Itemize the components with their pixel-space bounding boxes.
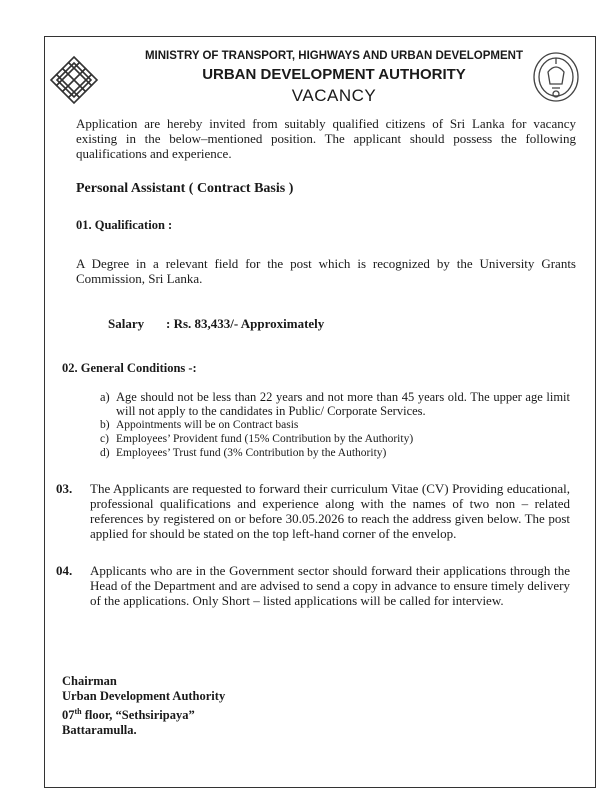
signature-title: Chairman [62, 674, 117, 688]
section-3-number: 03. [56, 481, 73, 496]
intro-paragraph: Application are hereby invited from suitably qualified citizens of Sri Lanka for vacancy existing in the below–mentioned position. The applicant should possess the following qualifications and experience. [76, 116, 576, 161]
section-4-number: 04. [56, 563, 73, 578]
ministry-name: MINISTRY OF TRANSPORT, HIGHWAYS AND URBAN DEVELOPMENT [144, 50, 524, 62]
conditions-heading: 02. General Conditions -: [62, 361, 197, 375]
list-marker: a) [100, 390, 110, 404]
signature-block [62, 674, 225, 738]
list-item [100, 432, 570, 446]
address-floor: 07 [62, 708, 75, 723]
qualification-heading: 01. Qualification : [76, 218, 173, 232]
list-item [100, 418, 570, 432]
address-floor-suffix: th [74, 707, 82, 716]
section-3-text: The Applicants are requested to forward their curriculum Vitae (CV) Providing educational, professional qualifications and experience along with the names of two non – related references by registered on or before 30.05.2026 to reach the address given below. The post applied for should be stated on the top left-hand corner of the envelop. [90, 481, 570, 541]
salary-label: Salary [108, 316, 145, 331]
signature-organization: Urban Development Authority [62, 689, 226, 703]
qualification-text: A Degree in a relevant field for the post which is recognized by the University Grants Commission, Sri Lanka. [76, 256, 576, 286]
list-marker: c) [100, 433, 109, 445]
position-title: Personal Assistant ( Contract Basis ) [76, 181, 294, 196]
conditions-list [100, 390, 570, 460]
section-4-text: Applicants who are in the Government sector should forward their applications through the Head of the Department and are advised to send a copy in advance to ensure timely delivery of the applications. Only Short – listed applications will be called for interview. [90, 563, 570, 608]
list-text: Employees’ Provident fund (15% Contribution by the Authority) [116, 433, 414, 445]
list-text: Age should not be less than 22 years and not more than 45 years old. The upper age limit will not apply to the candidates in Public/ Corporate Services. [116, 390, 570, 418]
list-item [100, 390, 570, 418]
authority-name: URBAN DEVELOPMENT AUTHORITY [202, 66, 466, 83]
list-marker: b) [100, 419, 110, 431]
page-title: VACANCY [291, 86, 377, 105]
signature-address [62, 704, 225, 723]
signature-city: Battaramulla. [62, 723, 137, 738]
salary-value: : Rs. 83,433/- Approximately [166, 316, 325, 331]
list-marker: d) [100, 447, 110, 459]
address-building: floor, “Sethsiripaya” [81, 708, 195, 723]
list-item [100, 446, 570, 460]
list-text: Appointments will be on Contract basis [116, 419, 299, 431]
list-text: Employees’ Trust fund (3% Contribution by the Authority) [116, 447, 387, 459]
